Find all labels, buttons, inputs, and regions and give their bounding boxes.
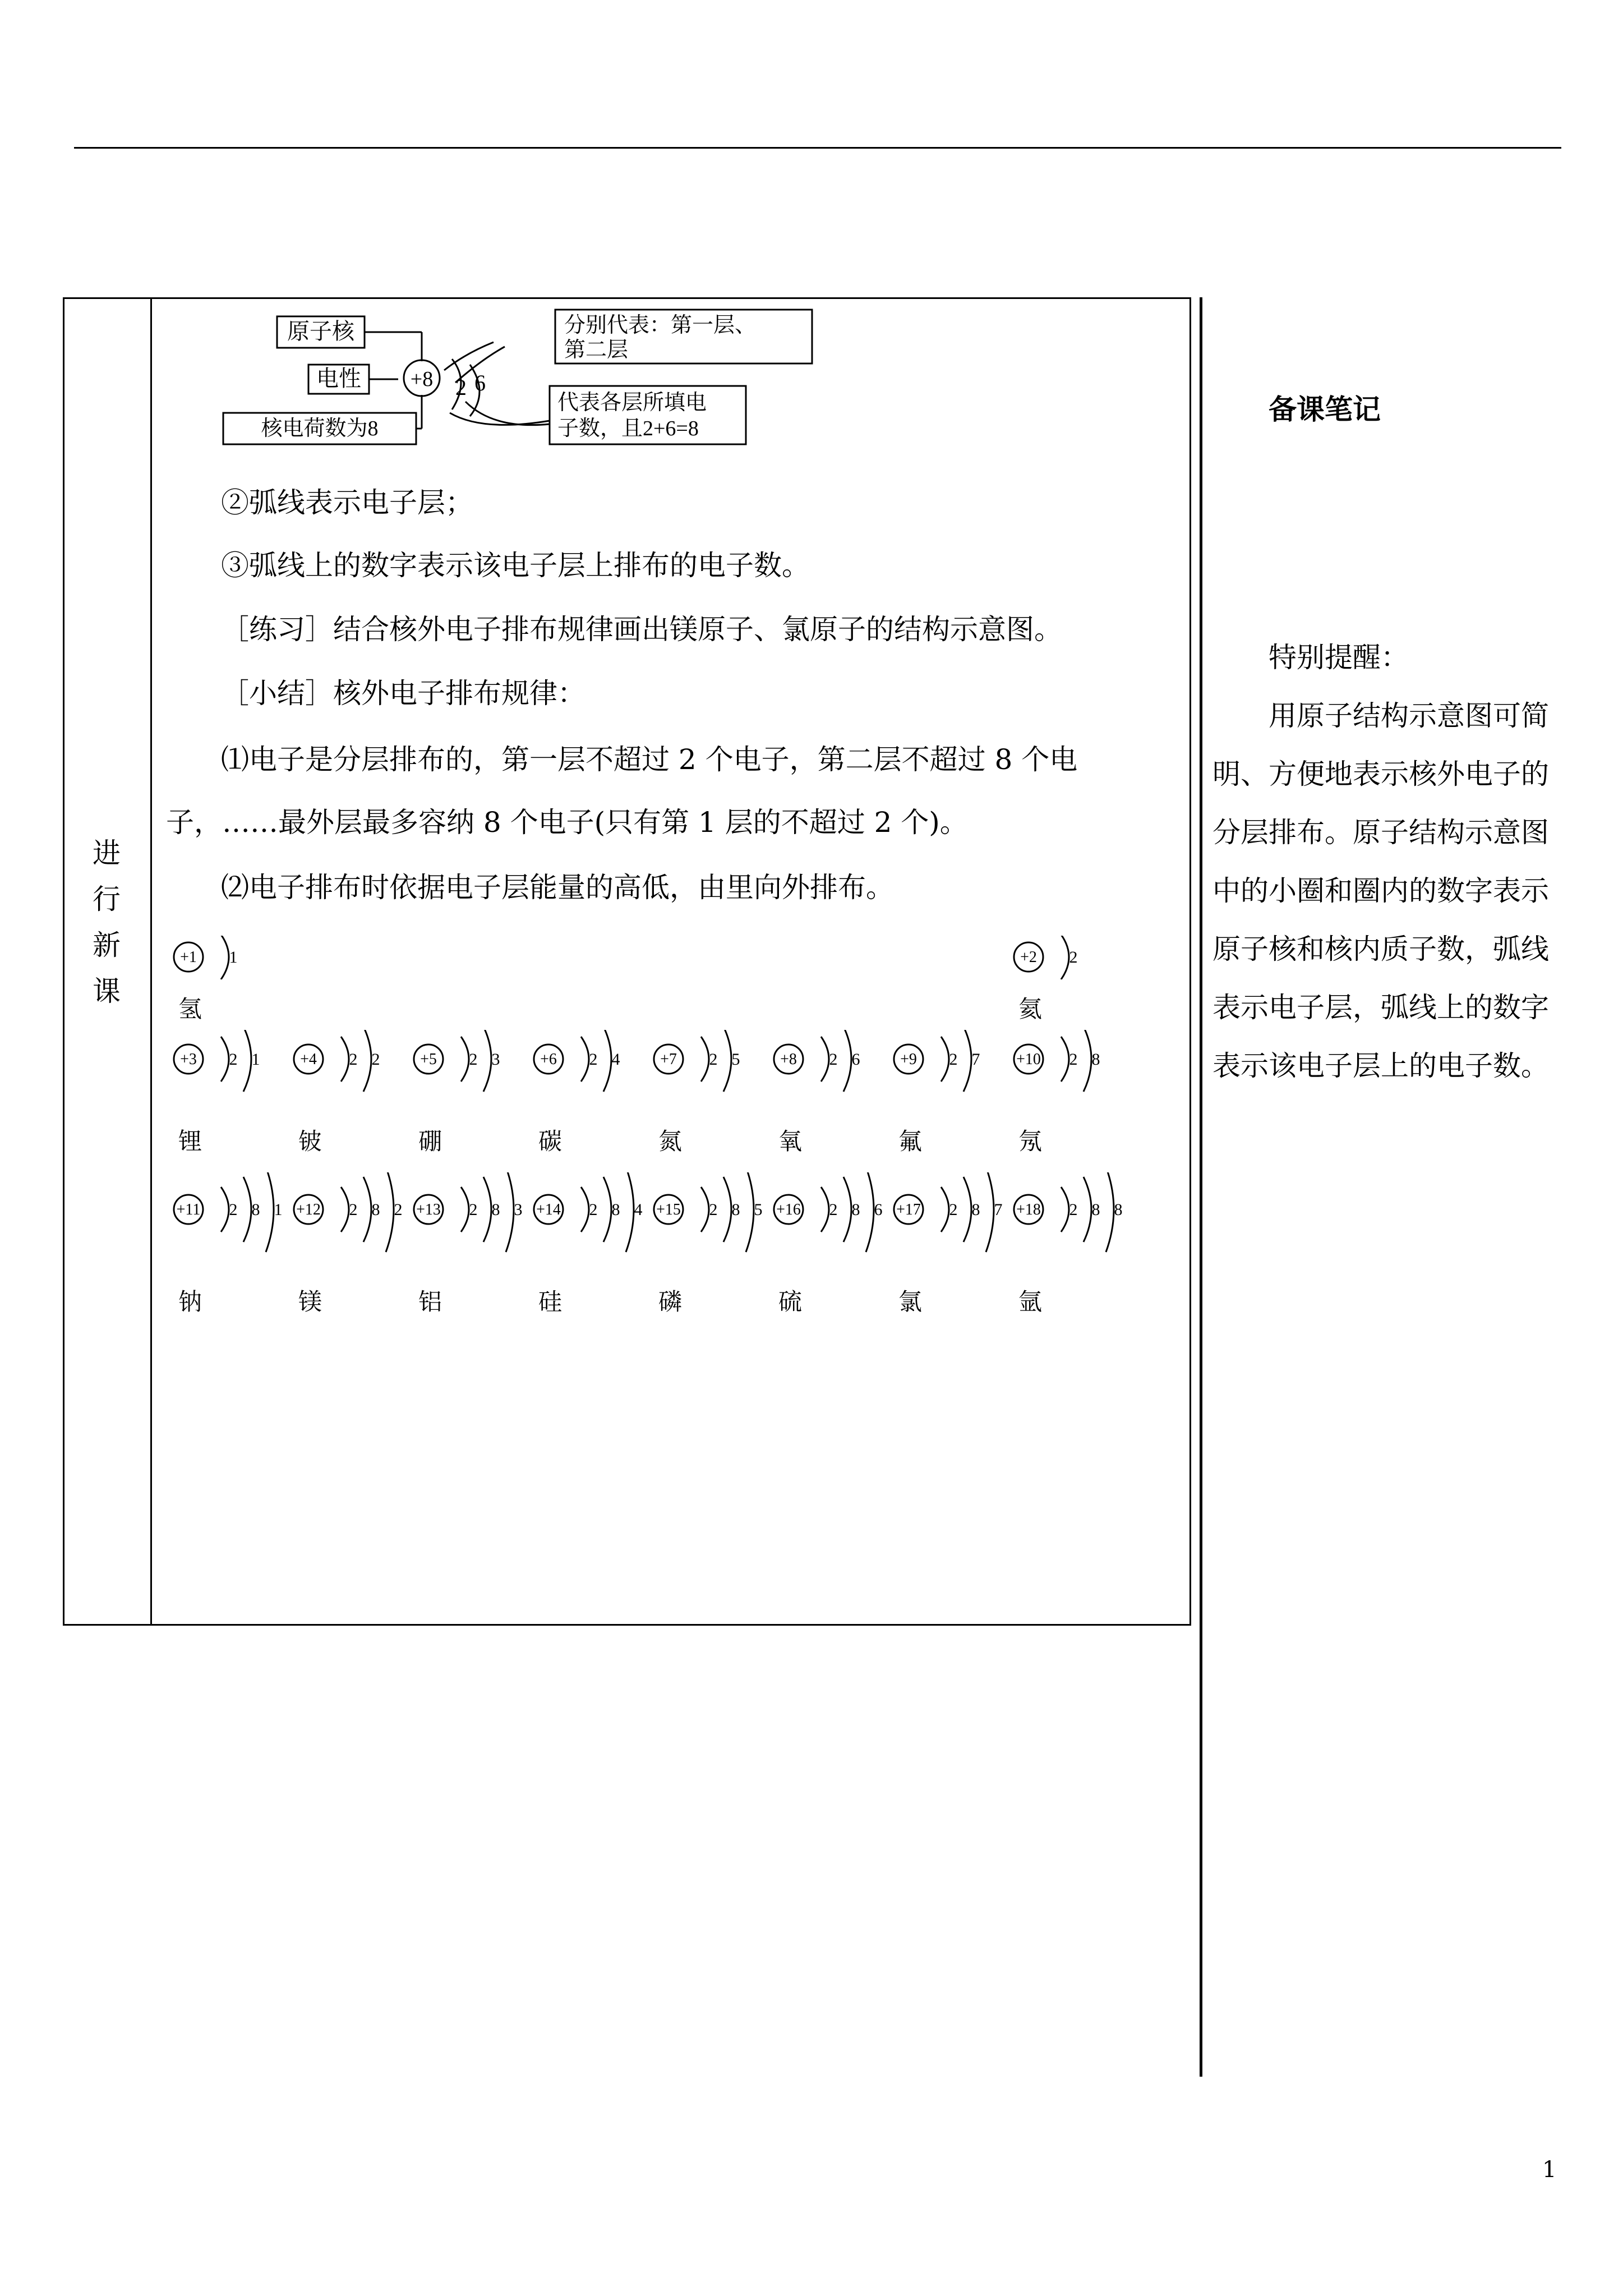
counts-note-line: 子数，且2+6=8 bbox=[557, 417, 699, 440]
paragraph-rule-1: ⑴电子是分层排布的，第一层不超过 2 个电子，第二层不超过 8 个电 bbox=[221, 743, 1078, 776]
electron-shell-arc bbox=[603, 1177, 611, 1242]
electron-count-label: 6 bbox=[851, 1050, 860, 1069]
reminder-line: 用原子结构示意图可简 bbox=[1269, 700, 1549, 732]
electron-shell-arc bbox=[341, 1037, 349, 1082]
section-label-char: 课 bbox=[93, 975, 121, 1007]
element-name-label: 铝 bbox=[418, 1288, 442, 1315]
atom-structure-diagram bbox=[886, 1030, 1021, 1093]
electron-shell-arc bbox=[821, 1037, 829, 1082]
electron-shell-arc bbox=[866, 1172, 874, 1252]
section-label-char: 行 bbox=[93, 883, 121, 915]
electron-shell-arc bbox=[723, 1030, 731, 1092]
nuclear-charge-label: 核电荷数为8 bbox=[261, 417, 379, 440]
reminder-line: 中的小圈和圈内的数字表示 bbox=[1212, 875, 1549, 907]
notes-heading: 备课笔记 bbox=[1269, 393, 1381, 426]
electron-shell-arc bbox=[746, 1172, 754, 1252]
reminder-line: 明、方便地表示核外电子的 bbox=[1212, 758, 1549, 790]
paragraph-number-meaning: ③弧线上的数字表示该电子层上排布的电子数。 bbox=[221, 549, 810, 582]
layers-note-line: 分别代表：第一层、 bbox=[564, 314, 757, 337]
electron-shell-arc bbox=[821, 1187, 829, 1232]
electron-count-label: 2 bbox=[469, 1050, 478, 1069]
element-name-label: 氟 bbox=[898, 1128, 923, 1155]
reminder-line: 分层排布。原子结构示意图 bbox=[1212, 816, 1549, 849]
reminder-line: 原子核和核内质子数，弧线 bbox=[1212, 933, 1549, 965]
electron-count-label: 5 bbox=[731, 1050, 740, 1069]
shell-value: 2 bbox=[455, 375, 467, 400]
element-name-label: 氯 bbox=[898, 1288, 923, 1315]
electron-count-label: 8 bbox=[491, 1200, 500, 1219]
element-name-label: 氖 bbox=[1018, 1128, 1043, 1155]
paragraph-exercise: ［练习］结合核外电子排布规律画出镁原子、氯原子的结构示意图。 bbox=[221, 613, 1062, 646]
atom-structure-diagram bbox=[646, 1172, 781, 1254]
electron-shell-arc bbox=[626, 1172, 634, 1252]
electron-count-label: 2 bbox=[229, 1200, 238, 1219]
nuclear-charge-label: +15 bbox=[656, 1201, 681, 1218]
electron-count-label: 2 bbox=[394, 1200, 403, 1219]
element-name-label: 锂 bbox=[178, 1128, 202, 1155]
counts-note-line: 代表各层所填电 bbox=[557, 391, 707, 415]
electron-count-label: 2 bbox=[1069, 1050, 1078, 1069]
layers-note-line: 第二层 bbox=[564, 338, 629, 362]
element-name-label: 氦 bbox=[1018, 995, 1043, 1023]
charge-label: 电性 bbox=[316, 366, 361, 391]
paragraph-rule-2: ⑵电子排布时依据电子层能量的高低，由里向外排布。 bbox=[221, 871, 894, 904]
shell-value: 6 bbox=[474, 370, 486, 395]
electron-count-label: 2 bbox=[371, 1050, 380, 1069]
electron-shell-arc bbox=[483, 1030, 491, 1092]
atom-structure-diagram bbox=[766, 1030, 901, 1093]
atom-structure-diagram bbox=[286, 1172, 421, 1254]
atom-structure-diagram bbox=[166, 1172, 301, 1254]
electron-count-label: 2 bbox=[709, 1050, 718, 1069]
paragraph-arc-meaning: ②弧线表示电子层； bbox=[221, 486, 473, 519]
section-label bbox=[63, 830, 150, 1014]
electron-shell-arc bbox=[506, 1172, 514, 1252]
electron-shell-arc bbox=[461, 1037, 469, 1082]
electron-count-label: 1 bbox=[274, 1200, 283, 1219]
electron-count-label: 7 bbox=[971, 1050, 980, 1069]
section-label-char: 进 bbox=[93, 837, 121, 869]
electron-count-label: 8 bbox=[251, 1200, 260, 1219]
nuclear-charge-label: +16 bbox=[776, 1201, 801, 1218]
electron-shell-arc bbox=[1061, 936, 1069, 979]
electron-count-label: 8 bbox=[611, 1200, 620, 1219]
electron-shell-arc bbox=[986, 1172, 994, 1252]
nucleus-value: +8 bbox=[410, 367, 434, 391]
electron-shell-arc bbox=[243, 1177, 251, 1242]
electron-shell-arc bbox=[386, 1172, 394, 1252]
element-name-label: 铍 bbox=[298, 1128, 322, 1155]
electron-count-label: 2 bbox=[349, 1200, 358, 1219]
element-name-label: 硅 bbox=[538, 1288, 562, 1315]
electron-shell-arc bbox=[221, 1187, 229, 1232]
element-name-label: 氢 bbox=[178, 995, 202, 1023]
electron-count-label: 8 bbox=[371, 1200, 380, 1219]
paragraph-summary-title: ［小结］核外电子排布规律： bbox=[221, 677, 585, 710]
electron-shell-arc bbox=[581, 1037, 589, 1082]
oxygen-structure-callout bbox=[202, 303, 841, 460]
electron-shell-arc bbox=[266, 1172, 274, 1252]
nuclear-charge-label: +8 bbox=[780, 1051, 797, 1068]
electron-count-label: 4 bbox=[611, 1050, 620, 1069]
electron-shell-arc bbox=[483, 1177, 491, 1242]
reminder-title: 特别提醒： bbox=[1269, 641, 1409, 674]
electron-shell-arc bbox=[723, 1177, 731, 1242]
element-name-label: 硫 bbox=[778, 1288, 803, 1315]
electron-count-label: 8 bbox=[971, 1200, 980, 1219]
electron-count-label: 2 bbox=[349, 1050, 358, 1069]
atom-structure-diagram bbox=[1006, 936, 1141, 979]
nuclear-charge-label: +18 bbox=[1016, 1201, 1041, 1218]
electron-shell-arc bbox=[1061, 1187, 1069, 1232]
nuclear-charge-label: +9 bbox=[900, 1051, 917, 1068]
electron-count-label: 4 bbox=[634, 1200, 643, 1219]
element-name-label: 磷 bbox=[658, 1288, 683, 1315]
atom-structure-diagram bbox=[766, 1172, 901, 1254]
electron-count-label: 2 bbox=[829, 1200, 838, 1219]
atom-structure-diagram bbox=[166, 936, 301, 979]
electron-shell-arc bbox=[701, 1187, 709, 1232]
electron-shell-arc bbox=[1106, 1172, 1114, 1252]
section-label-char: 新 bbox=[93, 929, 121, 961]
paragraph-rule-1-continued: 子，……最外层最多容纳 8 个电子(只有第 1 层的不超过 2 个)。 bbox=[166, 806, 968, 839]
electron-shell-arc bbox=[221, 1037, 229, 1082]
electron-count-label: 3 bbox=[491, 1050, 500, 1069]
element-name-label: 氮 bbox=[658, 1128, 683, 1155]
atom-structure-diagram bbox=[166, 1030, 301, 1093]
nuclear-charge-label: +3 bbox=[180, 1051, 197, 1068]
nucleus-label: 原子核 bbox=[287, 319, 354, 344]
electron-count-label: 8 bbox=[1114, 1200, 1123, 1219]
atom-structure-diagram bbox=[526, 1172, 661, 1254]
atom-structure-diagram bbox=[286, 1030, 421, 1093]
electron-shell-arc bbox=[1083, 1177, 1091, 1242]
electron-count-label: 2 bbox=[229, 1050, 238, 1069]
electron-shell-arc bbox=[243, 1030, 251, 1092]
electron-count-label: 2 bbox=[1069, 948, 1078, 967]
nuclear-charge-label: +4 bbox=[300, 1051, 317, 1068]
electron-count-label: 6 bbox=[874, 1200, 883, 1219]
atom-structure-diagram bbox=[406, 1172, 541, 1254]
element-name-label: 氩 bbox=[1018, 1288, 1043, 1315]
electron-count-label: 1 bbox=[251, 1050, 260, 1069]
electron-count-label: 5 bbox=[754, 1200, 763, 1219]
notes-margin-rule bbox=[1200, 297, 1202, 2077]
atom-structure-diagram bbox=[526, 1030, 661, 1093]
electron-count-label: 7 bbox=[994, 1200, 1003, 1219]
element-name-label: 氧 bbox=[778, 1128, 803, 1155]
electron-count-label: 2 bbox=[709, 1200, 718, 1219]
element-name-label: 硼 bbox=[418, 1128, 442, 1155]
nuclear-charge-label: +12 bbox=[296, 1201, 321, 1218]
electron-count-label: 2 bbox=[949, 1050, 958, 1069]
nuclear-charge-label: +13 bbox=[416, 1201, 441, 1218]
electron-shell-arc bbox=[941, 1037, 949, 1082]
electron-shell-arc bbox=[963, 1177, 971, 1242]
electron-shell-arc bbox=[1083, 1030, 1091, 1092]
electron-shell-arc bbox=[363, 1177, 371, 1242]
electron-shell-arc bbox=[701, 1037, 709, 1082]
table-column-divider bbox=[150, 297, 152, 1626]
nuclear-charge-label: +5 bbox=[420, 1051, 437, 1068]
electron-count-label: 8 bbox=[851, 1200, 860, 1219]
electron-count-label: 8 bbox=[1091, 1200, 1100, 1219]
electron-count-label: 1 bbox=[229, 948, 238, 967]
nuclear-charge-label: +10 bbox=[1016, 1051, 1041, 1068]
electron-shell-arc bbox=[963, 1030, 971, 1092]
electron-shell-arc bbox=[843, 1030, 851, 1092]
header-rule bbox=[74, 147, 1561, 149]
atom-structure-diagram bbox=[406, 1030, 541, 1093]
nuclear-charge-label: +2 bbox=[1020, 949, 1037, 966]
electron-count-label: 2 bbox=[589, 1050, 598, 1069]
element-name-label: 钠 bbox=[178, 1288, 202, 1315]
nuclear-charge-label: +11 bbox=[176, 1201, 201, 1218]
nuclear-charge-label: +1 bbox=[180, 949, 197, 966]
reminder-body bbox=[1212, 687, 1560, 1095]
nuclear-charge-label: +17 bbox=[896, 1201, 921, 1218]
electron-count-label: 2 bbox=[1069, 1200, 1078, 1219]
electron-shell-arc bbox=[843, 1177, 851, 1242]
electron-shell-arc bbox=[603, 1030, 611, 1092]
reminder-line: 表示该电子层上的电子数。 bbox=[1212, 1050, 1549, 1082]
electron-count-label: 2 bbox=[829, 1050, 838, 1069]
element-name-label: 镁 bbox=[298, 1288, 322, 1315]
electron-count-label: 8 bbox=[731, 1200, 740, 1219]
atom-structure-diagram bbox=[1006, 1030, 1141, 1093]
electron-shell-arc bbox=[221, 936, 229, 979]
element-name-label: 碳 bbox=[538, 1128, 562, 1155]
page-number: 1 bbox=[1542, 2157, 1557, 2183]
electron-count-label: 2 bbox=[949, 1200, 958, 1219]
atom-structure-diagram bbox=[886, 1172, 1021, 1254]
electron-shell-arc bbox=[363, 1030, 371, 1092]
electron-shell-arc bbox=[1061, 1037, 1069, 1082]
electron-shell-arc bbox=[461, 1187, 469, 1232]
electron-shell-arc bbox=[581, 1187, 589, 1232]
electron-shell-arc bbox=[941, 1187, 949, 1232]
atom-structure-diagram bbox=[646, 1030, 781, 1093]
nuclear-charge-label: +6 bbox=[540, 1051, 557, 1068]
nuclear-charge-label: +14 bbox=[536, 1201, 561, 1218]
electron-count-label: 2 bbox=[589, 1200, 598, 1219]
electron-count-label: 8 bbox=[1091, 1050, 1100, 1069]
electron-count-label: 3 bbox=[514, 1200, 523, 1219]
electron-count-label: 2 bbox=[469, 1200, 478, 1219]
electron-shell-arc bbox=[341, 1187, 349, 1232]
atom-structure-diagram bbox=[1006, 1172, 1141, 1254]
nuclear-charge-label: +7 bbox=[660, 1051, 677, 1068]
reminder-line: 表示电子层，弧线上的数字 bbox=[1212, 991, 1549, 1024]
